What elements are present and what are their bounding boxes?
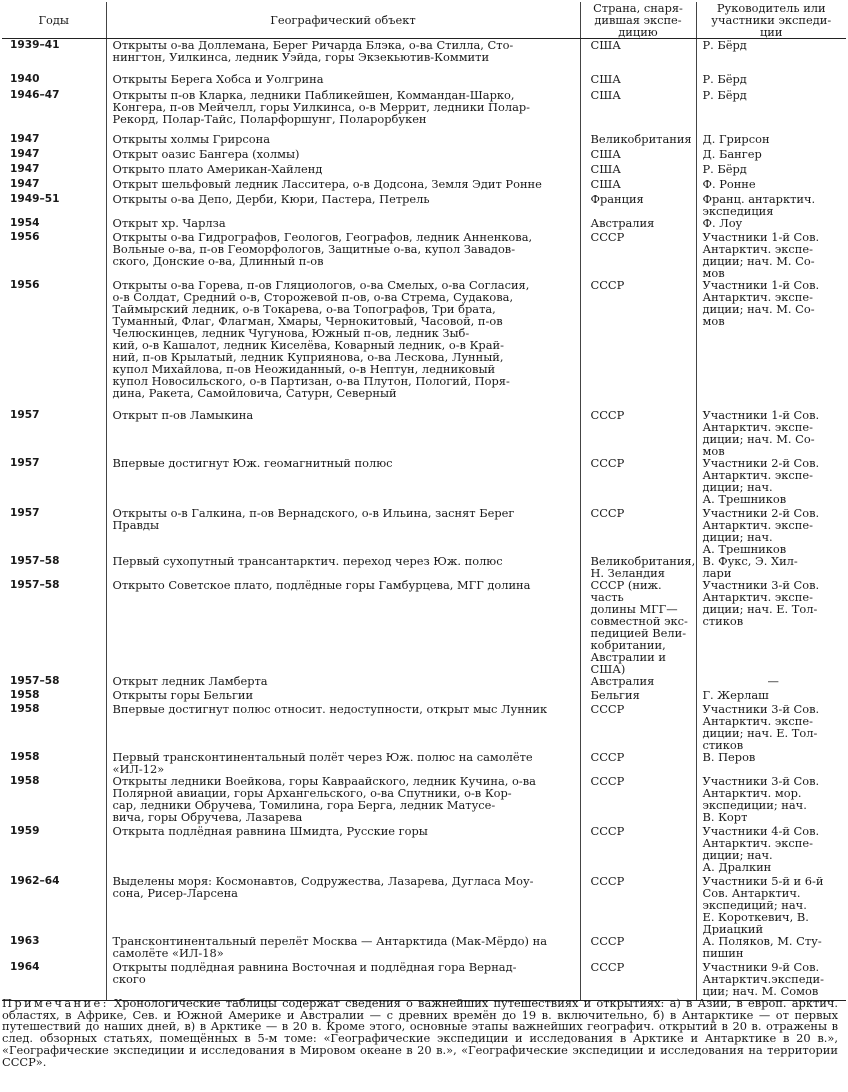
table-row [2, 279, 846, 409]
country-cell: СССР [580, 279, 696, 409]
country-cell: СССР [580, 409, 696, 457]
leader-cell: Участники 1-й Сов. Антарктич. экспе- диции; нач. М. Со- мов [702, 408, 820, 457]
table-row [2, 507, 846, 555]
object-cell: Открыт ледник Ламберта [106, 675, 580, 689]
country-cell: США [580, 89, 696, 133]
leader-cell: Участники 2-й Сов. Антарктич. экспе- диции; нач. А. Трешников [702, 456, 820, 506]
leader-cell: Франц. антарктич. экспедиция [702, 192, 816, 217]
year-cell: 1957–58 [10, 554, 60, 567]
country-cell: США [580, 148, 696, 163]
table-row [2, 217, 846, 231]
country-cell: США [580, 39, 696, 73]
header-years: Годы [2, 2, 106, 39]
object-cell: Открыты п-ов Кларка, ледники Пабликейшен, Коммандан-Шарко, Конгера, п-ов Мейчелл, горы Уилкинса, о-в Меррит, ледники Полар- Рекорд, Полар-Тайс, Поларфоршунг, Поларорбукен [106, 89, 580, 133]
object-cell: Открыты подлёдная равнина Восточная и подлёдная гора Вернад- ского [106, 961, 580, 1001]
leader-cell: Р. Бёрд [702, 88, 747, 102]
table-row [2, 133, 846, 148]
year-cell: 1947 [10, 162, 40, 175]
year-cell: 1956 [10, 230, 40, 243]
country-cell: Австралия [580, 217, 696, 231]
country-cell: СССР [580, 507, 696, 555]
footnote-label: Примечание: [2, 996, 109, 1010]
year-cell: 1957–58 [10, 578, 60, 591]
year-cell: 1957 [10, 506, 40, 519]
table-row [2, 579, 846, 675]
object-cell: Открыты Берега Хобса и Уолгрина [106, 73, 580, 89]
leader-cell: Участники 3-й Сов. Антарктич. мор. экспедиции; нач. В. Корт [702, 774, 820, 824]
object-cell: Открыт оазис Бангера (холмы) [106, 148, 580, 163]
table-row [2, 961, 846, 1001]
leader-cell: В. Перов [702, 750, 756, 764]
table-row [2, 73, 846, 89]
country-cell: СССР [580, 703, 696, 751]
table-row [2, 675, 846, 689]
table-header-row [2, 2, 846, 39]
leader-cell: Участники 1-й Сов. Антарктич. экспе- диции; нач. М. Со- мов [702, 230, 820, 279]
table-row [2, 193, 846, 217]
country-cell: СССР [580, 231, 696, 279]
table-row [2, 935, 846, 961]
year-cell: 1946–47 [10, 88, 60, 101]
leader-cell: Участники 3-й Сов. Антарктич. экспе- диции; нач. Е. Тол- стиков [702, 578, 820, 628]
object-cell: Открыты ледники Воейкова, горы Кавраайского, ледник Кучина, о-ва Полярной авиации, горы Архангельского, о-ва Спутники, о-в Кор- сар, ледники Обручева, Томилина, гора Берга, ледник Матусе- вича, горы Обручева, Лазарева [106, 775, 580, 825]
year-cell: 1962–64 [10, 874, 60, 887]
chronology-table [2, 2, 846, 1001]
leader-cell: Р. Бёрд [702, 38, 747, 52]
country-cell: СССР [580, 961, 696, 1001]
object-cell: Открыта подлёдная равнина Шмидта, Русские горы [106, 825, 580, 875]
country-cell: СССР (ниж. часть долины МГГ— совместной экс- педицией Вели- кобритании, Австралии и США) [580, 579, 696, 675]
table-row [2, 703, 846, 751]
leader-cell: Д. Грирсон [702, 132, 770, 146]
object-cell: Открыты о-ва Доллемана, Берег Ричарда Блэка, о-ва Стилла, Сто- нингтон, Уилкинса, ледник Уэйда, горы Экзекьютив-Коммити [106, 39, 580, 73]
object-cell: Открыто Советское плато, подлёдные горы Гамбурцева, МГГ долина [106, 579, 580, 675]
leader-cell: Р. Бёрд [702, 72, 747, 86]
country-cell: Франция [580, 193, 696, 217]
year-cell: 1964 [2, 961, 106, 1001]
country-cell: СССР [580, 751, 696, 775]
header-leader: Руководитель или участники экспеди- ции [696, 2, 846, 39]
object-cell: Впервые достигнут Юж. геомагнитный полюс [106, 457, 580, 507]
year-cell: 1947 [10, 177, 40, 190]
country-cell: СССР [580, 935, 696, 961]
object-cell: Открыты горы Бельгии [106, 689, 580, 703]
footnote-text: Хронологические таблицы содержат сведения о важнейших путешествиях и открытиях: а) в Азии, в европ. арктич. областях, в Африке, Сев. и Южной Америке и Австралии — с древних времён до 19 в. включительно, б) в Антарктике — от первых путешествий до наших дней, в) в Арктике — в 20 в. Кроме этого, основные этапы важнейших географич. открытий в 20 в. отражены в след. обзорных статьях, помещённых в 5-м томе: «Географические экспедиции и исследования в Арктике и Антарктике в 20 в.», «Географические экспедиции и исследования в Мировом океане в 20 в.», «Географические экспедиции и исследования на территории СССР». [2, 996, 838, 1069]
object-cell: Открыто плато Американ-Хайленд [106, 163, 580, 178]
table-row [2, 231, 846, 279]
table-row [2, 751, 846, 775]
year-cell: 1959 [10, 824, 40, 837]
header-country: Страна, снаря- дившая экспе- дицию [580, 2, 696, 39]
table-row [2, 163, 846, 178]
leader-cell: Ф. Лоу [702, 216, 743, 230]
year-cell: 1940 [10, 72, 40, 85]
object-cell: Впервые достигнут полюс относит. недоступности, открыт мыс Лунник [106, 703, 580, 751]
country-cell: СССР [580, 775, 696, 825]
object-cell: Трансконтинентальный перелёт Москва — Антарктида (Мак-Мёрдо) на самолёте «ИЛ-18» [106, 935, 580, 961]
table-row [2, 825, 846, 875]
leader-cell: Ф. Ронне [702, 177, 756, 191]
year-cell: 1958 [10, 702, 40, 715]
object-cell: Открыты о-ва Горева, п-ов Гляциологов, о-ва Смелых, о-ва Согласия, о-в Солдат, Средний о-в, Сторожевой п-ов, о-ва Стрема, Судакова, Таймырский ледник, о-в Токарева, о-ва Топографов, Три брата, Туманный, Флаг, Флагман, Хмары, Чернокитовый, Часовой, п-ов Челюскинцев, ледник Чугунова, Южный п-ов, ледник Зыб- кий, о-в Кашалот, ледник Киселёва, Коварный ледник, о-в Край- ний, п-ов Крылатый, ледник Куприянова, о-ва Лескова, Лунный, купол Михайлова, п-ов Неожиданный, о-в Нептун, ледниковый купол Новосильского, о-в Партизан, о-ва Плутон, Пологий, Поря- дина, Ракета, Самойловича, Сатурн, Северный [106, 279, 580, 409]
year-cell: 1958 [10, 750, 40, 763]
table-row [2, 689, 846, 703]
table-row [2, 89, 846, 133]
leader-cell: — [767, 674, 779, 688]
leader-cell: Участники 2-й Сов. Антарктич. экспе- диции; нач. А. Трешников [702, 506, 820, 555]
country-cell: СССР [580, 875, 696, 935]
country-cell: Великобритания [580, 133, 696, 148]
year-cell: 1957–58 [10, 674, 60, 687]
leader-cell: Участники 5-й и 6-й Сов. Антарктич. экспедиций; нач. Е. Короткевич, В. Дриацкий [702, 874, 824, 935]
leader-cell: Р. Бёрд [702, 162, 747, 176]
year-cell: 1947 [10, 132, 40, 145]
country-cell: СССР [580, 825, 696, 875]
object-cell: Открыт хр. Чарлза [106, 217, 580, 231]
year-cell: 1958 [10, 688, 40, 701]
leader-cell: Участники 4-й Сов. Антарктич. экспе- диции; нач. А. Дралкин [702, 824, 820, 874]
object-cell: Выделены моря: Космонавтов, Содружества, Лазарева, Дугласа Моу- сона, Рисер-Ларсена [106, 875, 580, 935]
object-cell: Первый трансконтинентальный полёт через Юж. полюс на самолёте «ИЛ-12» [106, 751, 580, 775]
year-cell: 1958 [10, 774, 40, 787]
table-row [2, 775, 846, 825]
country-cell: СССР [580, 457, 696, 507]
country-cell: Великобритания, Н. Зеландия [580, 555, 696, 579]
table-row [2, 457, 846, 507]
year-cell: 1957 [10, 408, 40, 421]
object-cell: Открыты холмы Грирсона [106, 133, 580, 148]
year-cell: 1954 [10, 216, 40, 229]
leader-cell: В. Фукс, Э. Хил- лари [702, 554, 798, 579]
leader-cell: Участники 3-й Сов. Антарктич. экспе- диции; нач. Е. Тол- стиков [702, 702, 820, 751]
country-cell: США [580, 163, 696, 178]
leader-cell: Участники 1-й Сов. Антарктич. экспе- диции; нач. М. Со- мов [702, 278, 820, 328]
table-row [2, 409, 846, 457]
leader-cell: Д. Бангер [702, 147, 762, 161]
table-row [2, 39, 846, 73]
year-cell: 1963 [10, 934, 40, 947]
table-row [2, 178, 846, 193]
country-cell: Австралия [580, 675, 696, 689]
year-cell: 1939–41 [10, 39, 60, 51]
table-row [2, 875, 846, 935]
year-cell: 1956 [10, 278, 40, 291]
country-cell: США [580, 73, 696, 89]
leader-cell: А. Поляков, М. Сту- пишин [702, 934, 822, 960]
object-cell: Открыт п-ов Ламыкина [106, 409, 580, 457]
footnote [2, 998, 838, 1068]
table-row [2, 555, 846, 579]
object-cell: Открыт шельфовый ледник Ласситера, о-в Додсона, Земля Эдит Ронне [106, 178, 580, 193]
object-cell: Первый сухопутный трансантарктич. переход через Юж. полюс [106, 555, 580, 579]
country-cell: Бельгия [580, 689, 696, 703]
header-object: Географический объект [106, 2, 580, 39]
leader-cell: Г. Жерлаш [702, 688, 769, 702]
table-row [2, 148, 846, 163]
year-cell: 1949–51 [10, 192, 60, 205]
object-cell: Открыты о-в Галкина, п-ов Вернадского, о-в Ильина, заснят Берег Правды [106, 507, 580, 555]
year-cell: 1947 [10, 147, 40, 160]
country-cell: США [580, 178, 696, 193]
object-cell: Открыты о-ва Гидрографов, Геологов, Географов, ледник Анненкова, Вольные о-ва, п-ов Геоморфологов, Защитные о-ва, купол Завадов- ского, Донские о-ва, Длинный п-ов [106, 231, 580, 279]
object-cell: Открыты о-ва Депо, Дерби, Кюри, Пастера, Петрель [106, 193, 580, 217]
year-cell: 1957 [10, 456, 40, 469]
leader-cell: Участники 9-й Сов. Антарктич.экспеди- ции; нач. М. Сомов [696, 961, 846, 1001]
